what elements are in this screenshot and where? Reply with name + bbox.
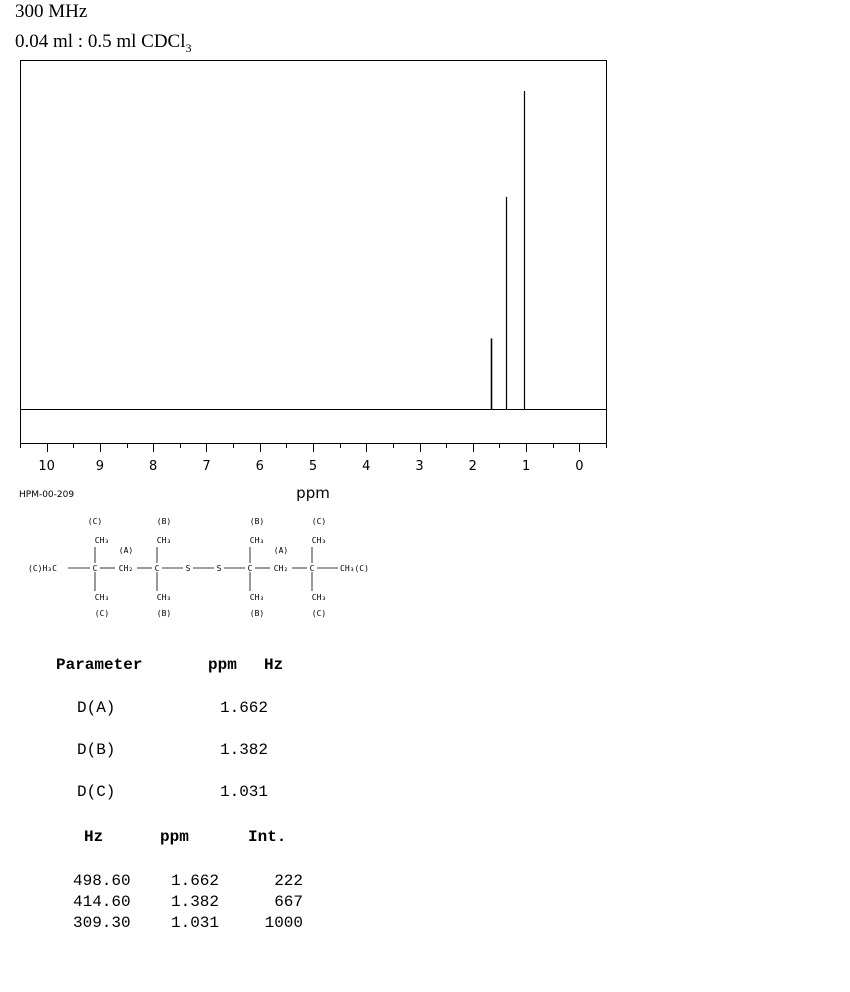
peak-int-1: 222 <box>274 872 303 890</box>
sample-text: 0.04 ml : 0.5 ml CDCl <box>15 31 186 52</box>
x-tick-label: 0 <box>575 459 584 474</box>
peak-header-ppm: ppm <box>160 828 189 846</box>
label-ch3-bot-4: CH₃ <box>311 593 327 602</box>
label-top-b1: (B) <box>156 517 172 526</box>
param-name-b: D(B) <box>77 741 116 759</box>
peak-ppm-1: 1.662 <box>171 872 220 890</box>
label-ch3-top-1: CH₃ <box>94 536 110 545</box>
label-ch2-1: CH₂ <box>118 564 134 573</box>
label-bot-b1: (B) <box>156 609 172 618</box>
x-tick-label: 4 <box>362 459 371 474</box>
peak-int-3: 1000 <box>264 914 303 932</box>
label-s2: S <box>216 564 222 573</box>
x-tick-label: 6 <box>255 459 264 474</box>
peak-ppm-3: 1.031 <box>171 914 220 932</box>
label-bot-b2: (B) <box>249 609 265 618</box>
peak-int-2: 667 <box>274 893 303 911</box>
param-ppm-c: 1.031 <box>220 783 269 801</box>
x-tick-label: 5 <box>308 459 318 474</box>
peak-hz-3: 309.30 <box>73 914 131 932</box>
param-header-hz: Hz <box>264 656 284 674</box>
param-name-c: D(C) <box>77 783 116 801</box>
label-top-c2: (C) <box>311 517 327 526</box>
peak-header-hz: Hz <box>84 828 104 846</box>
label-s1: S <box>185 564 191 573</box>
peak-hz-1: 498.60 <box>73 872 131 890</box>
label-c2: C <box>154 564 160 573</box>
peak-hz-2: 414.60 <box>73 893 131 911</box>
param-ppm-b: 1.382 <box>220 741 269 759</box>
label-ch3-top-4: CH₃ <box>311 536 327 545</box>
label-ch3-top-3: CH₃ <box>249 536 265 545</box>
label-ch3-bot-3: CH₃ <box>249 593 265 602</box>
label-a-2: (A) <box>273 546 289 555</box>
label-ch3-top-2: CH₃ <box>156 536 172 545</box>
x-axis-label: ppm <box>296 484 330 502</box>
x-tick-label: 10 <box>38 459 55 474</box>
x-tick-label: 3 <box>415 459 424 474</box>
x-tick-label: 8 <box>149 459 158 474</box>
label-right-end: CH₃(C) <box>340 564 369 573</box>
structure-bonds <box>68 547 338 591</box>
label-a-1: (A) <box>118 546 134 555</box>
x-tick-label: 7 <box>202 459 211 474</box>
param-name-a: D(A) <box>77 699 116 717</box>
label-c3: C <box>247 564 253 573</box>
param-header-ppm: ppm <box>208 656 237 674</box>
label-top-b2: (B) <box>249 517 265 526</box>
x-tick-label: 1 <box>521 459 531 474</box>
x-tick-label: 9 <box>95 459 105 474</box>
label-bot-c2: (C) <box>311 609 327 618</box>
param-header-parameter: Parameter <box>56 656 143 674</box>
label-ch2-2: CH₂ <box>273 564 289 573</box>
label-ch3-bot-1: CH₃ <box>94 593 110 602</box>
label-c4: C <box>309 564 315 573</box>
peak-header-int: Int. <box>248 828 287 846</box>
x-tick-label: 2 <box>468 459 477 474</box>
label-left-end: (C)H₃C <box>28 564 57 573</box>
spectrometer-frequency: 300 MHz <box>15 1 88 22</box>
spectrum-id: HPM-00-209 <box>19 490 75 500</box>
label-top-c1: (C) <box>87 517 103 526</box>
sample-subscript: 3 <box>185 40 192 55</box>
peak-ppm-2: 1.382 <box>171 893 220 911</box>
label-ch3-bot-2: CH₃ <box>156 593 172 602</box>
label-bot-c1: (C) <box>94 609 110 618</box>
param-ppm-a: 1.662 <box>220 699 269 717</box>
label-c1: C <box>92 564 98 573</box>
